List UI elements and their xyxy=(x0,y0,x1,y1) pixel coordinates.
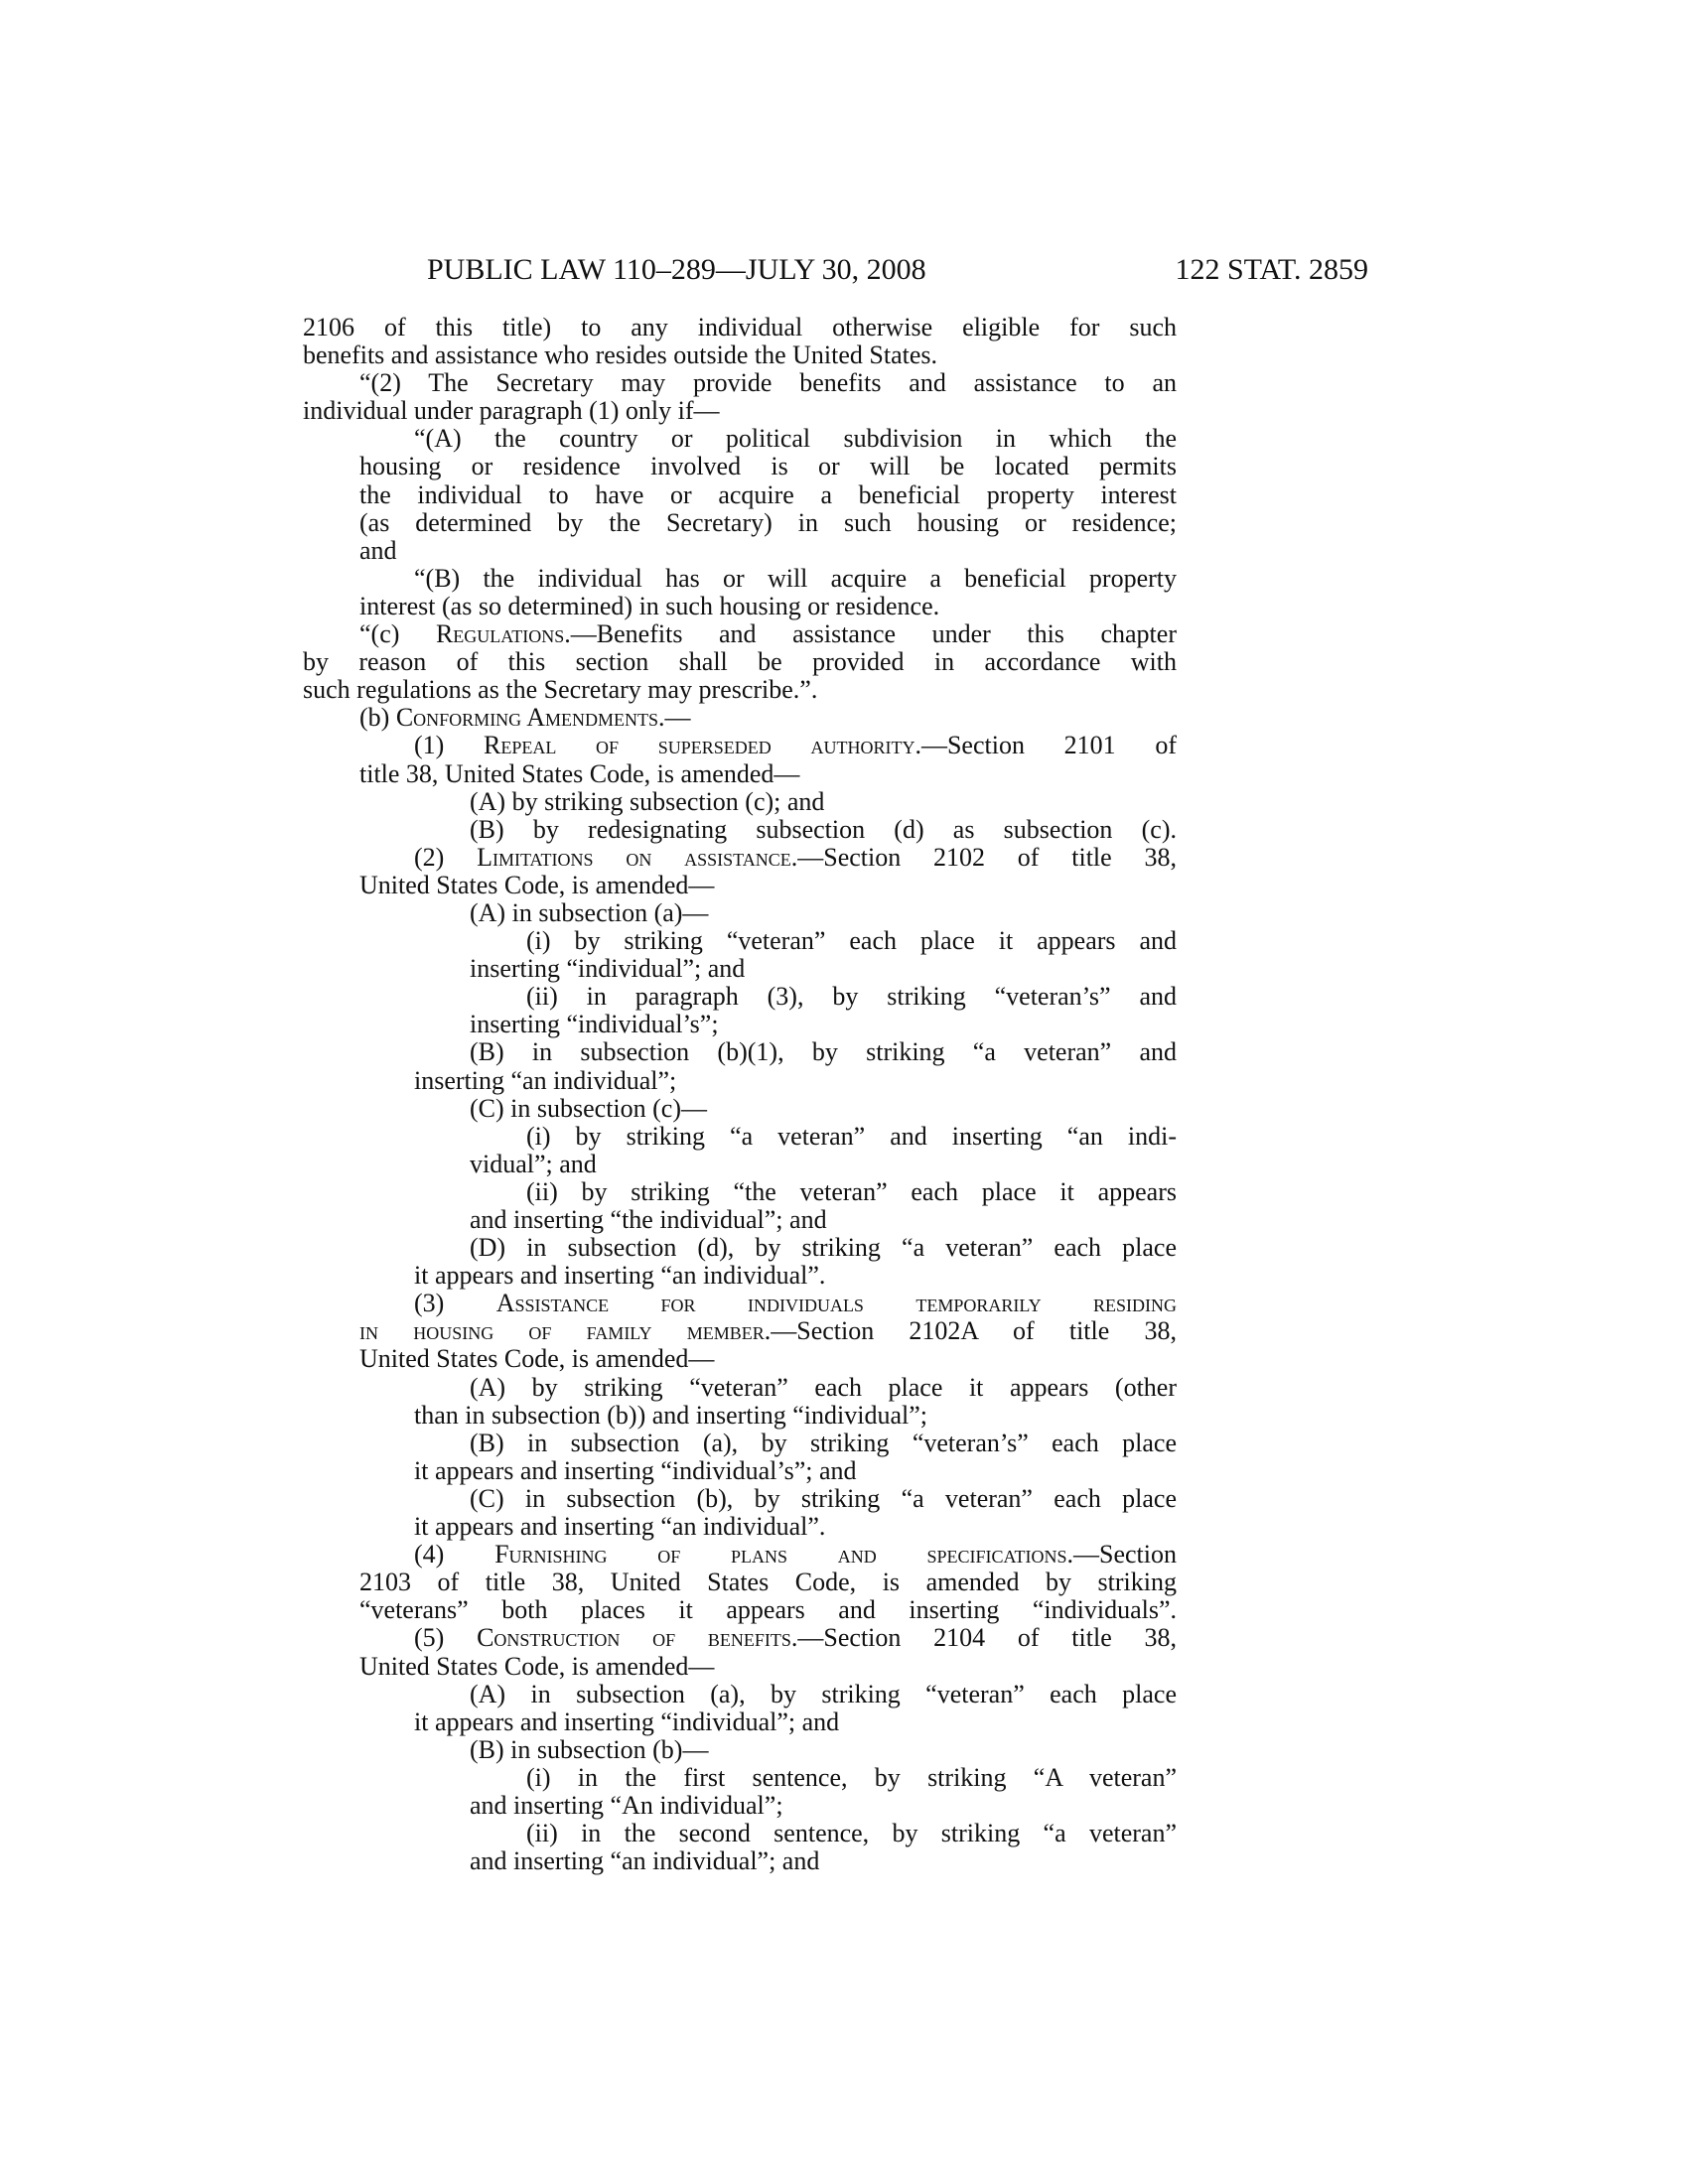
text-line: and inserting “an individual”; and xyxy=(470,1847,820,1876)
text-line: 2103 of title 38, United States Code, is amended by striking xyxy=(359,1569,1177,1597)
section-heading: Repeal of superseded authority. xyxy=(484,732,921,760)
text-line: it appears and inserting “an individual”. xyxy=(414,1513,826,1542)
text-line: title 38, United States Code, is amended— xyxy=(359,759,800,788)
text-line: (B) in subsection (b)(1), by striking “a veteran” and xyxy=(470,1038,1177,1067)
section-heading: Construction of benefits. xyxy=(477,1624,798,1653)
text-line: inserting “individual’s”; xyxy=(470,1011,719,1039)
text-line: (A) by striking “veteran” each place it appears (other xyxy=(470,1373,1177,1402)
text-line: United States Code, is amended— xyxy=(359,1345,715,1374)
text-line: individual under paragraph (1) only if— xyxy=(303,397,720,426)
text-line: (D) in subsection (d), by striking “a veteran” each place xyxy=(470,1234,1177,1263)
section-heading: Conforming Amendments. xyxy=(395,704,665,733)
text-line: it appears and inserting “individual”; and xyxy=(414,1707,840,1736)
text-line: (B) in subsection (a), by striking “veteran’s” each place xyxy=(470,1429,1177,1457)
text-line: (ii) in the second sentence, by striking “a veteran” xyxy=(526,1820,1177,1848)
text-line: interest (as so determined) in such housing or residence. xyxy=(359,592,940,620)
text-line: and xyxy=(359,536,397,565)
running-header xyxy=(427,250,1368,290)
text-line: (i) in the first sentence, by striking “A veteran” xyxy=(526,1763,1177,1792)
text-line: it appears and inserting “individual’s”; and xyxy=(414,1456,857,1485)
text-line: the individual to have or acquire a beneficial property interest xyxy=(359,480,1177,509)
text-line: (C) in subsection (b), by striking “a veteran” each place xyxy=(470,1484,1177,1513)
text-line: such regulations as the Secretary may prescribe.”. xyxy=(303,676,818,705)
text-line: inserting “individual”; and xyxy=(470,955,746,984)
text-line: (C) in subsection (c)— xyxy=(470,1094,708,1123)
text-line: (i) by striking “veteran” each place it appears and xyxy=(526,927,1177,956)
section-heading: in housing of family member. xyxy=(359,1317,772,1346)
text-line: and inserting “An individual”; xyxy=(470,1791,783,1820)
section-heading: Regulations. xyxy=(435,620,571,649)
text-line: (1) Repeal of superseded authority.—Section 2101 of xyxy=(414,732,1177,760)
text-line: (4) Furnishing of plans and specifications.—Section xyxy=(414,1541,1177,1570)
text-line: (A) by striking subsection (c); and xyxy=(470,787,825,816)
text-line: (5) Construction of benefits.—Section 2104 of title 38, xyxy=(414,1624,1177,1653)
section-heading: Assistance for individuals temporarily residing xyxy=(495,1290,1177,1318)
text-line: (i) by striking “a veteran” and inserting “an indi- xyxy=(526,1122,1177,1151)
text-line: (A) in subsection (a)— xyxy=(470,898,709,927)
text-line: (B) in subsection (b)— xyxy=(470,1735,709,1764)
text-line: “(c) Regulations.—Benefits and assistance under this chapter xyxy=(359,620,1177,649)
text-line: (ii) by striking “the veteran” each place it appears xyxy=(526,1177,1177,1206)
text-line: benefits and assistance who resides outside the United States. xyxy=(303,341,938,370)
text-line: in housing of family member.—Section 2102A of title 38, xyxy=(359,1317,1177,1346)
text-line: and inserting “the individual”; and xyxy=(470,1206,827,1234)
text-line: it appears and inserting “an individual”. xyxy=(414,1262,826,1291)
text-line: “veterans” both places it appears and inserting “individuals”. xyxy=(359,1596,1177,1625)
text-line: housing or residence involved is or will be located permits xyxy=(359,453,1177,481)
text-line: by reason of this section shall be provided in accordance with xyxy=(303,648,1177,677)
text-line: (ii) in paragraph (3), by striking “veteran’s” and xyxy=(526,983,1177,1012)
text-line: United States Code, is amended— xyxy=(359,871,715,899)
text-line: 2106 of this title) to any individual otherwise eligible for such xyxy=(303,314,1177,341)
text-line: (2) Limitations on assistance.—Section 2102 of title 38, xyxy=(414,843,1177,872)
text-line: (A) in subsection (a), by striking “veteran” each place xyxy=(470,1680,1177,1708)
text-line: (3) Assistance for individuals temporarily residing xyxy=(414,1290,1177,1318)
text-line: United States Code, is amended— xyxy=(359,1652,715,1681)
text-line: “(2) The Secretary may provide benefits and assistance to an xyxy=(359,369,1177,398)
section-heading: Furnishing of plans and specifications. xyxy=(494,1541,1073,1570)
law-title: PUBLIC LAW 110–289—JULY 30, 2008 xyxy=(427,253,926,286)
statute-page-number: 122 STAT. 2859 xyxy=(1175,253,1368,286)
text-line: “(B) the individual has or will acquire a beneficial property xyxy=(414,564,1177,593)
text-line: (as determined by the Secretary) in such housing or residence; xyxy=(359,508,1177,537)
text-line: than in subsection (b)) and inserting “individual”; xyxy=(414,1401,927,1430)
text-line: “(A) the country or political subdivision in which the xyxy=(414,425,1177,454)
text-line: vidual”; and xyxy=(470,1150,597,1178)
body-text xyxy=(303,314,1177,1875)
text-line: (b) Conforming Amendments.— xyxy=(359,704,691,733)
text-line: inserting “an individual”; xyxy=(414,1066,677,1095)
text-line: (B) by redesignating subsection (d) as subsection (c). xyxy=(470,815,1177,844)
section-heading: Limitations on assistance. xyxy=(477,843,798,872)
